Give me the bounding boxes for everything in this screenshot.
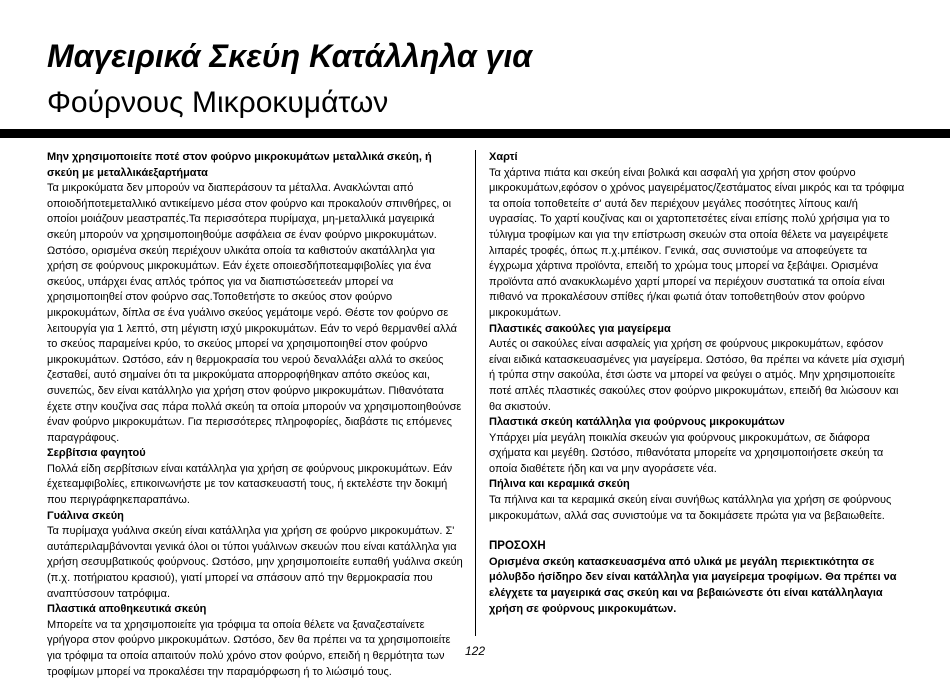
header-divider (0, 129, 950, 138)
clay-heading: Πήλινα και κεραμικά σκεύη (489, 478, 630, 491)
caution-heading: ΠΡΟΣΟΧΗ (489, 540, 546, 553)
bags-text: Αυτές οι σακούλες είναι ασφαλείς για χρήση σε φούρνους μικροκυμάτων, εφόσον είναι ειδικά κατασκευασμένες για μαγείρεμα. Ωστόσο, θα πρέπει να κάνετε μία σχισμή ή τρύπα στην σακούλα, έτσι ώστε να μπορεί να φεύγει ο ατμός. Μην χρησιμοποιείτε ποτέ απλές πλαστικές σακούλες στον φούρνο μικροκυμάτων, επειδή θα λιώσουν και θα σκιστούν. (489, 338, 905, 413)
caution-text: Ορισμένα σκεύη κατασκευασμένα από υλικά με μεγάλη περιεκτικότητα σε μόλυβδο ήσίδηρο δεν είναι κατάλληλα για μαγείρεμα τροφίμων. Θα πρέπει να ελέγχετε τα μαγειρικά σας σκεύη και να βεβαιώνεστε ότι είναι κατάλληλαγια χρήση σε φούρνους μικροκυμάτων. (489, 555, 897, 615)
serving-heading: Σερβίτσια φαγητού (47, 447, 146, 460)
plastic-storage-text: Μπορείτε να τα χρησιμοποιείτε για τρόφιμα τα οποία θέλετε να ξαναζεσταίνετε γρήγορα στον φούρνο μικροκυμάτων. Ωστόσο, δεν θα πρέπει να τα χρησιμοποιείτε για τρόφιμα τα οποία απαιτούν πολύ χρόνο στον φούρνο, επειδή η θερμότητα των τροφίμων μπορεί να προκαλέσει την παραμόρφωση ή το λιώσιμό τους. (47, 618, 451, 678)
glass-heading: Γυάλινα σκεύη (47, 509, 124, 522)
paper-text: Τα χάρτινα πιάτα και σκεύη είναι βολικά και ασφαλή για χρήση στον φούρνο μικροκυμάτων,εφόσον ο χρόνος μαγειρέματος/ζεστάματος είναι μικρός και τα τρόφιμα τα οποία τοποθετείτε σ' αυτά δεν περιέχουν μεγάλες ποσότητες λίπους και/ή υγρασίας. Το χαρτί κουζίνας και οι χαρτοπετσέτες είναι επίσης πολύ χρήσιμα για το τύλιγμα τροφίμων και για την επίστρωση σκευών στα οποία θέλετε να μαγειρέψετε λιπαρές τροφές, όπως π.χ.μπέικον. Γενικά, σας συνιστούμε να αποφεύγετε τα έγχρωμα χάρτινα προϊόντα, επειδή το χρώμα τους μπορεί να ξεβάψει. Ορισμένα προϊόντα από ανακυκλωμένο χαρτί μπορεί να περιέχουν συστατικά τα οποία είναι πιθανό να προκαλέσουν σπίθες ή/και φωτιά όταν τοποθετηθούν στον φούρνο μικροκυμάτων. (489, 166, 905, 319)
plastic-cookware-text: Υπάρχει μία μεγάλη ποικιλία σκευών για φούρνους μικροκυμάτων, σε διάφορα σχήματα και μεγέθη. Ωστόσο, πιθανότατα μπορείτε να χρησιμοποιήσετε σκεύη τα οποία διαθέτετε ήδη και να μην αγοράσετε νέα. (489, 431, 884, 475)
paper-heading: Χαρτί (489, 151, 518, 163)
plastic-cookware-heading: Πλαστικά σκεύη κατάλληλα για φούρνους μικροκυμάτων (489, 416, 785, 429)
spacer (489, 524, 907, 539)
left-column (47, 150, 463, 680)
warning-text: Τα μικροκύματα δεν μπορούν να διαπεράσουν τα μέταλλα. Ανακλώνται από οποιοδήποτεμεταλλικό αντικείμενο μέσα στον φούρνο και προκαλούν σπινθήρες, οι οποίοι μοιάζουν μεαστραπές.Τα περισσότερα πυρίμαχα, μη-μεταλλικά μαγειρικά σκεύη μπορούν να χρησιμοποιηθούμε ασφάλεια σε έναν φούρνο μικροκυμάτων. Ωστόσο, ορισμένα σκεύη περιέχουν υλικάτα οποία τα καθιστούν ακατάλληλα για χρήση σε φούρνους μικροκυμάτων. Εάν έχετε οποιεσδήποτεαμφιβολίες για ένα σκεύος, υπάρχει ένας απλός τρόπος για να διαπιστώσετεεάν μπορεί να χρησιμοποιηθεί στον φούρνο σας.Τοποθετήστε το σκεύος στον φούρνο μικροκυμάτων, δίπλα σε ένα γυάλινο σκεύος γεμάτοιμε νερό. Θέστε τον φούρνο σε λειτουργία για 1 λεπτό, στη μέγιστη ισχύ μικροκυμάτων. Εάν το νερό θερμανθεί αλλά το σκεύος παραμείνει κρύο, το σκεύος μπορεί να χρησιμοποιηθεί στον φούρνο μικροκυμάτων. Ωστόσο, εάν η θερμοκρασία του νερού δεναλλάξει αλλά το σκεύος ζεσταθεί, αυτό σημαίνει ότι τα μικροκύματα απορροφήθηκαν απότο σκεύος και, συνεπώς, δεν είναι κατάλληλο για χρήση στον φούρνο μικροκυμάτων. Πιθανότατα έχετε στην κουζίνα σας πάρα πολλά σκεύη τα οποία μπορούν να χρησιμοποιηθούνσε έναν φούρνο μικροκυμάτων. Για περισσότερες πληροφορίες, διαβάστε τις επόμενες παραγράφους. (47, 182, 462, 444)
bags-heading: Πλαστικές σακούλες για μαγείρεμα (489, 322, 671, 335)
glass-text: Τα πυρίμαχα γυάλινα σκεύη είναι κατάλληλα για χρήση σε φούρνο μικροκυμάτων. Σ' αυτάπεριλαμβάνονται γενικά όλοι οι τύποι γυάλινων σκευών που είναι κατάλληλα για χρήση σεσυμβατικούς φούρνους. Ωστόσο, μην χρησιμοποιείτε ευπαθή γυάλινα σκεύη (π.χ. ποτήριατου κρασιού), γιατί μπορεί να σπάσουν από την θερμοκρασία που αναπτύσσουν τατρόφιμα. (47, 525, 463, 600)
right-column (489, 150, 907, 617)
page-title: Μαγειρικά Σκεύη Κατάλληλα για (47, 38, 533, 74)
page-number: 122 (464, 644, 486, 658)
column-divider (475, 150, 476, 636)
warning-heading: Μην χρησιμοποιείτε ποτέ στον φούρνο μικροκυμάτων μεταλλικά σκεύη, ή σκεύη με μεταλλικάεξαρτήματα (47, 151, 432, 179)
plastic-storage-heading: Πλαστικά αποθηκευτικά σκεύη (47, 603, 207, 616)
page-subtitle: Φούρνους Μικροκυμάτων (47, 86, 389, 119)
serving-text: Πολλά είδη σερβίτσιων είναι κατάλληλα για χρήση σε φούρνους μικροκυμάτων. Εάν έχετεαμφιβολίες, επικοινωνήστε με τον κατασκευαστή τους, ή εκτελέστε την δοκιμή που περιγράφηκεπαραπάνω. (47, 462, 453, 507)
clay-text: Τα πήλινα και τα κεραμικά σκεύη είναι συνήθως κατάλληλα για χρήση σε φούρνους μικροκυμάτων, αλλά σας συνιστούμε να τα δοκιμάσετε πρώτα για να βεβαιωθείτε. (489, 494, 892, 522)
